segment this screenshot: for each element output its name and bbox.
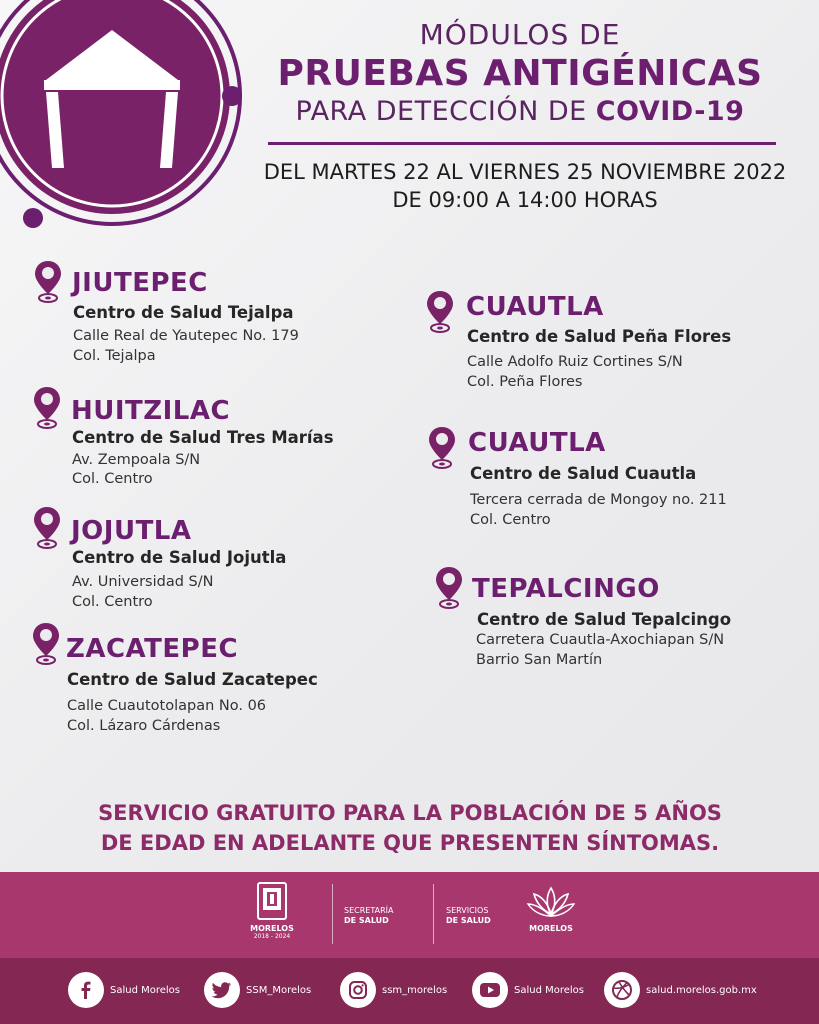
tent-logo-icon: [0, 0, 250, 240]
location-colony: Col. Centro: [470, 512, 551, 528]
location-center: Centro de Salud Tepalcingo: [477, 610, 732, 629]
servicios-line1: SERVICIOS: [446, 906, 489, 915]
brand-name: MORELOS: [529, 924, 573, 933]
location-address: Calle Adolfo Ruiz Cortines S/N: [467, 354, 683, 370]
location-colony: Barrio San Martín: [476, 652, 603, 668]
location-address: Carretera Cuautla-Axochiapan S/N: [476, 632, 725, 648]
location-center: Centro de Salud Jojutla: [72, 548, 287, 567]
location-address: Av. Zempoala S/N: [72, 452, 201, 468]
social-label: SSM_Morelos: [246, 984, 312, 996]
location-pin-icon: [32, 622, 60, 666]
social-label: Salud Morelos: [110, 984, 181, 996]
facebook-icon[interactable]: [68, 972, 104, 1008]
service-note: [40, 798, 780, 858]
location-city: HUITZILAC: [71, 396, 231, 426]
location-center: Centro de Salud Cuautla: [470, 464, 697, 483]
location-city: CUAUTLA: [468, 428, 606, 458]
location-center: Centro de Salud Tres Marías: [72, 428, 334, 447]
social-facebook[interactable]: [68, 970, 180, 1010]
location-address: Calle Real de Yautepec No. 179: [73, 328, 299, 344]
location-address: Av. Universidad S/N: [72, 574, 214, 590]
instagram-icon[interactable]: [340, 972, 376, 1008]
lotus-icon: [526, 884, 576, 920]
date-hours: DE 09:00 A 14:00 HORAS: [392, 188, 658, 212]
location-colony: Col. Lázaro Cárdenas: [67, 718, 221, 734]
location-colony: Col. Tejalpa: [73, 348, 156, 364]
location-address: Calle Cuautotolapan No. 06: [67, 698, 267, 714]
servicios-line2: DE SALUD: [446, 916, 491, 925]
location-pin-icon: [426, 290, 454, 334]
morelos-name: MORELOS: [250, 924, 294, 933]
servicios-logo: [446, 906, 491, 926]
secretaria-logo: [344, 906, 393, 926]
location-pin-icon: [435, 566, 463, 610]
secretaria-line2: DE SALUD: [344, 916, 389, 925]
location-pin-icon: [33, 506, 61, 550]
location-colony: Col. Peña Flores: [467, 374, 583, 390]
secretaria-line1: SECRETARÍA: [344, 906, 394, 915]
coat-of-arms-icon: [257, 882, 287, 920]
social-label: ssm_morelos: [382, 984, 448, 996]
morelos-logo: [244, 882, 300, 940]
date-range: DEL MARTES 22 AL VIERNES 25 NOVIEMBRE 2022: [263, 160, 787, 184]
youtube-icon[interactable]: [472, 972, 508, 1008]
location-city: TEPALCINGO: [472, 574, 660, 604]
header-covid: COVID-19: [595, 96, 745, 127]
location-colony: Col. Centro: [72, 471, 153, 487]
location-city: ZACATEPEC: [66, 634, 239, 664]
logo-divider: [433, 884, 434, 944]
location-city: CUAUTLA: [466, 292, 604, 322]
location-center: Centro de Salud Zacatepec: [67, 670, 318, 689]
header-title: PRUEBAS ANTIGÉNICAS: [277, 53, 763, 94]
globe-icon[interactable]: [604, 972, 640, 1008]
twitter-icon[interactable]: [204, 972, 240, 1008]
service-line1: SERVICIO GRATUITO PARA LA POBLACIÓN DE 5 AÑOS: [98, 801, 722, 825]
service-line2: DE EDAD EN ADELANTE QUE PRESENTEN SÍNTOMAS.: [100, 831, 720, 855]
location-city: JOJUTLA: [71, 516, 192, 546]
logo-divider: [332, 884, 333, 944]
header: [250, 18, 790, 127]
header-line3-prefix: PARA DETECCIÓN DE: [295, 96, 596, 127]
social-twitter[interactable]: [204, 970, 311, 1010]
location-city: JIUTEPEC: [72, 268, 208, 298]
social-instagram[interactable]: [340, 970, 447, 1010]
location-address: Tercera cerrada de Mongoy no. 211: [470, 492, 727, 508]
location-pin-icon: [428, 426, 456, 470]
social-label: salud.morelos.gob.mx: [646, 984, 757, 996]
logo-band: [0, 872, 819, 958]
header-divider: [268, 142, 776, 145]
morelos-years: 2018 - 2024: [253, 933, 291, 940]
location-pin-icon: [33, 386, 61, 430]
social-label: Salud Morelos: [514, 984, 585, 996]
social-youtube[interactable]: [472, 970, 584, 1010]
header-line1: MÓDULOS DE: [419, 18, 621, 51]
location-center: Centro de Salud Peña Flores: [467, 327, 732, 346]
location-pin-icon: [34, 260, 62, 304]
header-line3: [250, 96, 790, 127]
location-colony: Col. Centro: [72, 594, 153, 610]
morelos-brand-logo: [524, 884, 578, 933]
dates-block: [230, 158, 819, 214]
social-website[interactable]: [604, 970, 757, 1010]
location-center: Centro de Salud Tejalpa: [73, 303, 294, 322]
